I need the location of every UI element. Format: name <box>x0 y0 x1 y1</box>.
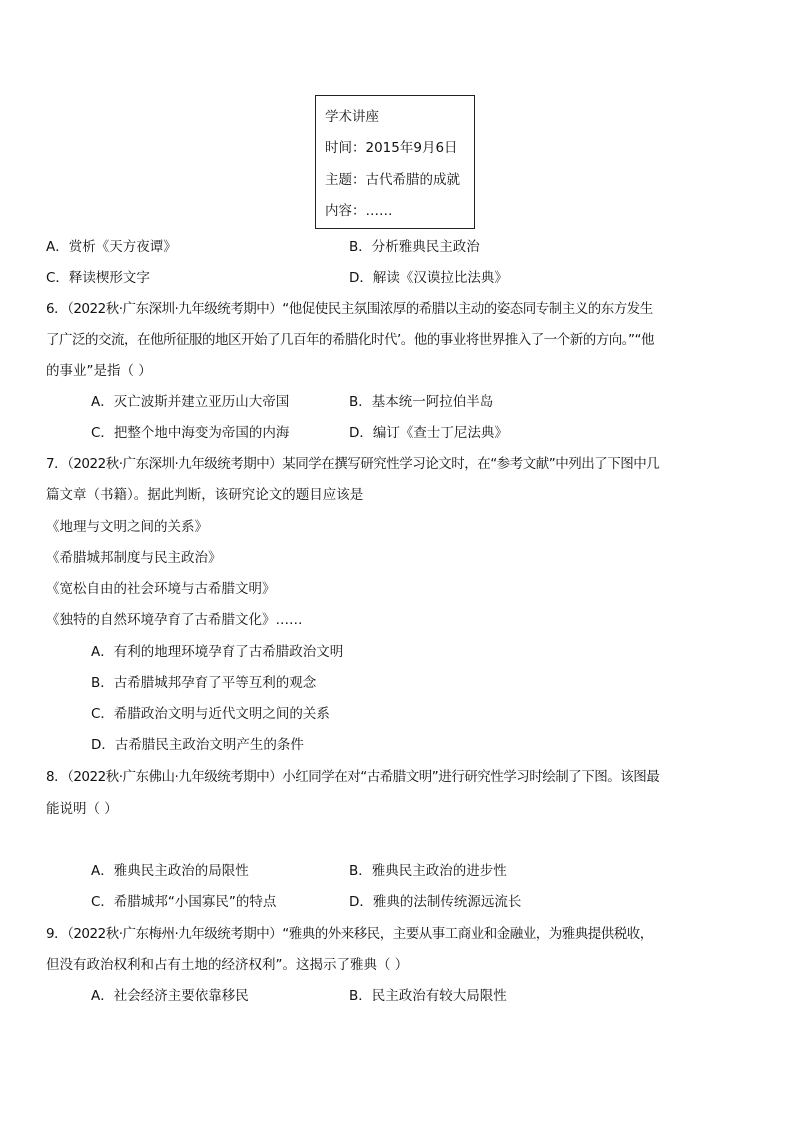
q5-option-c: C．释读楔形文字 <box>46 270 150 286</box>
lecture-title: 学术讲座 <box>325 109 379 125</box>
lecture-time: 时间：2015年9月6日 <box>325 140 458 156</box>
q8-stem-line1: 8．（2022秋·广东佛山·九年级统考期中）小红同学在对“古希腊文明”进行研究性学习时绘制了下图。该图最 <box>46 769 660 785</box>
lecture-content: 内容：…… <box>325 203 393 219</box>
q5-option-b: B．分析雅典民主政治 <box>349 239 480 255</box>
q9-option-b: B．民主政治有较大局限性 <box>349 988 507 1004</box>
q6-option-d: D．编订《查士丁尼法典》 <box>349 425 508 441</box>
q9-stem-line2: 但没有政治权利和占有土地的经济权利”。这揭示了雅典（ ） <box>46 957 409 973</box>
q9-option-a: A．社会经济主要依靠移民 <box>91 988 249 1004</box>
q6-option-a: A．灭亡波斯并建立亚历山大帝国 <box>91 394 290 410</box>
lecture-box <box>315 95 475 229</box>
q7-option-a: A．有利的地理环境孕育了古希腊政治文明 <box>91 644 344 660</box>
q6-stem-line2: 了广泛的交流，在他所征服的地区开始了几百年的希腊化时代’。他的事业将世界推入了一个新的方向。”“他 <box>46 332 655 348</box>
q7-ref-4: 《独特的自然环境孕育了古希腊文化》…… <box>46 612 303 628</box>
q6-stem-line3: 的事业”是指（ ） <box>46 363 152 379</box>
lecture-theme: 主题：古代希腊的成就 <box>325 172 460 188</box>
q7-ref-3: 《宽松自由的社会环境与古希腊文明》 <box>46 581 276 597</box>
q9-stem-line1: 9．（2022秋·广东梅州·九年级统考期中）“雅典的外来移民，主要从事工商业和金融业，为雅典提供税收， <box>46 926 653 942</box>
q5-option-d: D．解读《汉谟拉比法典》 <box>349 270 508 286</box>
q7-option-b: B．古希腊城邦孕育了平等互利的观念 <box>91 675 317 691</box>
q7-stem-line1: 7．（2022秋·广东深圳·九年级统考期中）某同学在撰写研究性学习论文时，在“参考文献”中列出了下图中几 <box>46 456 660 472</box>
q5-option-a: A．赏析《天方夜谭》 <box>46 239 177 255</box>
q8-option-a: A．雅典民主政治的局限性 <box>91 863 249 879</box>
q6-option-b: B．基本统一阿拉伯半岛 <box>349 394 494 410</box>
q8-option-d: D．雅典的法制传统源远流长 <box>349 894 522 910</box>
q7-ref-2: 《希腊城邦制度与民主政治》 <box>46 550 222 566</box>
q8-option-b: B．雅典民主政治的进步性 <box>349 863 507 879</box>
q8-stem-line2: 能说明（ ） <box>46 801 118 817</box>
q7-ref-1: 《地理与文明之间的关系》 <box>46 519 208 535</box>
q6-stem-line1: 6．（2022秋·广东深圳·九年级统考期中）“他促使民主氛围浓厚的希腊以主动的姿态同专制主义的东方发生 <box>46 301 653 317</box>
q7-stem-line2: 篇文章（书籍）。据此判断，该研究论文的题目应该是 <box>46 487 364 503</box>
q7-option-c: C．希腊政治文明与近代文明之间的关系 <box>91 706 330 722</box>
q8-option-c: C．希腊城邦“小国寡民”的特点 <box>91 894 277 910</box>
q6-option-c: C．把整个地中海变为帝国的内海 <box>91 425 290 441</box>
q7-option-d: D．古希腊民主政治文明产生的条件 <box>91 737 304 753</box>
